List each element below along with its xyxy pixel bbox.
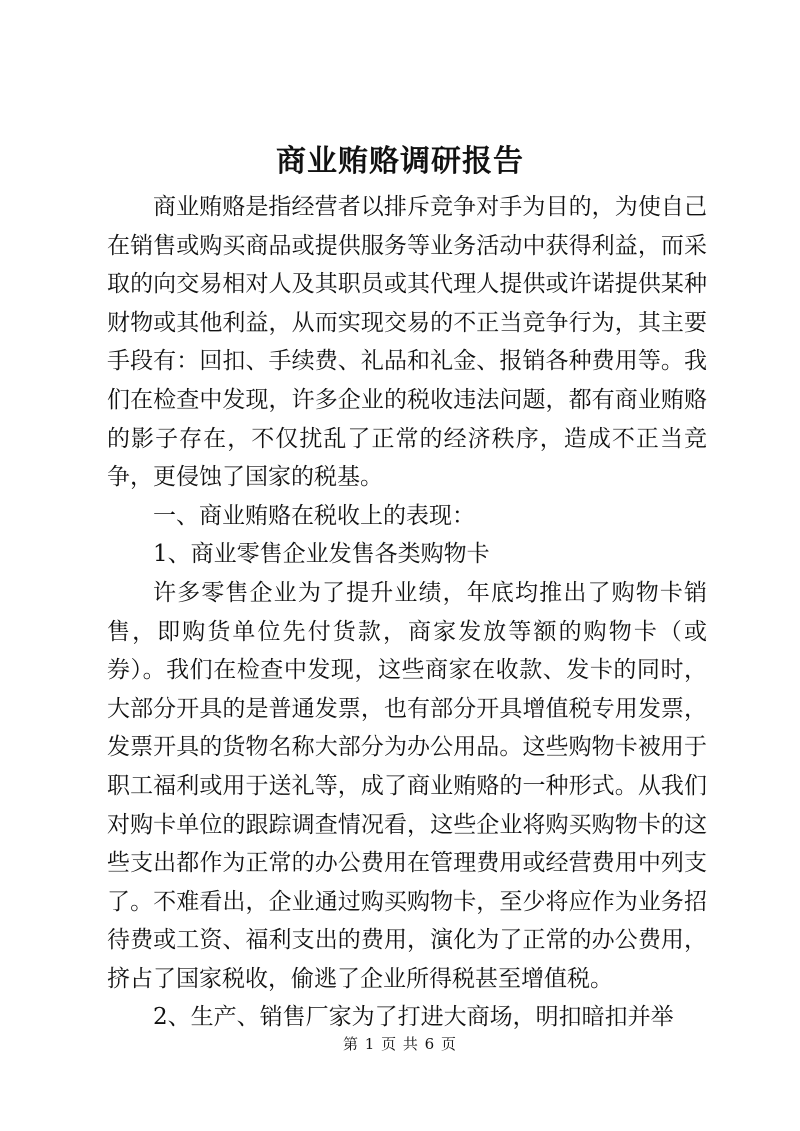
paragraph-subheading-1: 1、商业零售企业发售各类购物卡	[153, 541, 490, 568]
paragraph-intro: 商业贿赂是指经营者以排斥竞争对手为目的，为使自己在销售或购买商品或提供服务等业务活动中获得利益，而采取的向交易相对人及其职员或其代理人提供或许诺提供某种财物或其他利益，从而实现交易的不正当竞争行为，其主要手段有：回扣、手续费、礼品和礼金、报销各种费用等。我们在检查中发现，许多企业的税收违法问题，都有商业贿赂的影子存在，不仅扰乱了正常的经济秩序，造成不正当竞争，更侵蚀了国家的税基。	[107, 194, 707, 491]
paragraph-subheading-2: 2、生产、销售厂家为了打进大商场，明扣暗扣并举	[153, 1004, 674, 1031]
document-body	[107, 188, 707, 1037]
paragraph-section-heading: 一、商业贿赂在税收上的表现：	[153, 502, 475, 529]
page-title: 商业贿赂调研报告	[276, 144, 524, 179]
paragraph-shopping-cards: 许多零售企业为了提升业绩，年底均推出了购物卡销售，即购货单位先付货款，商家发放等额的购物卡（或券）。我们在检查中发现，这些商家在收款、发卡的同时，大部分开具的是普通发票，也有部分开具增值税专用发票，发票开具的货物名称大部分为办公用品。这些购物卡被用于职工福利或用于送礼等，成了商业贿赂的一种形式。从我们对购卡单位的跟踪调查情况看，这些企业将购买购物卡的这些支出都作为正常的办公费用在管理费用或经营费用中列支了。不难看出，企业通过购买购物卡，至少将应作为业务招待费或工资、福利支出的费用，演化为了正常的办公费用，挤占了国家税收，偷逃了企业所得税甚至增值税。	[107, 579, 707, 992]
page-footer: 第 1 页 共 6 页	[343, 1035, 457, 1053]
